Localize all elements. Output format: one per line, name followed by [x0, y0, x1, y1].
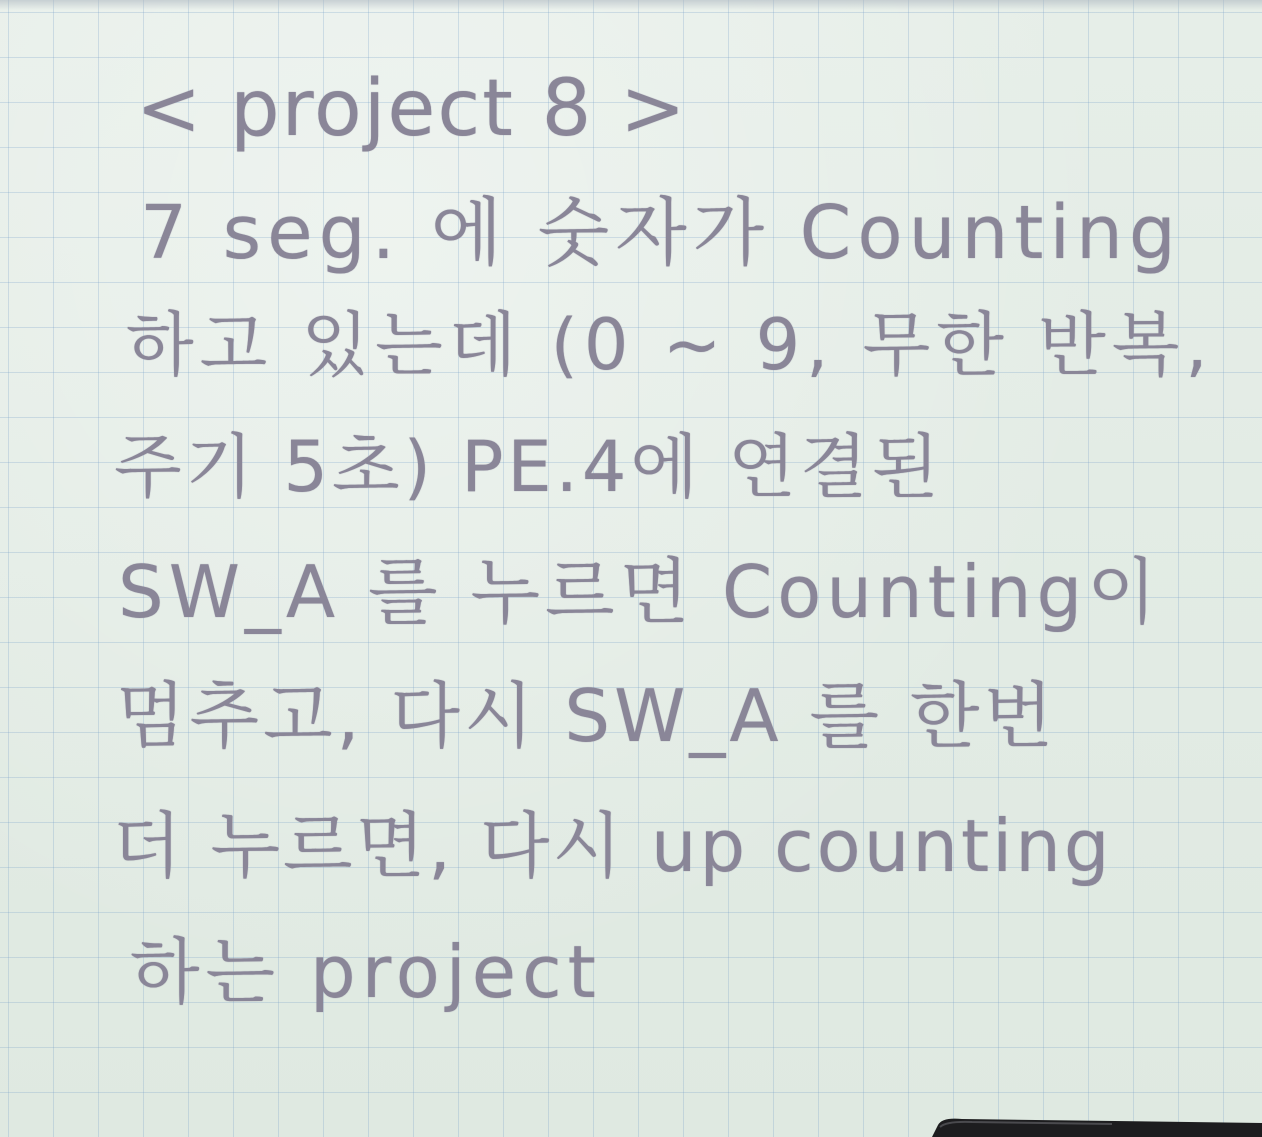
note-line: 하는 project	[130, 930, 602, 1014]
pen-tip-icon	[932, 1111, 1262, 1137]
note-line: 7 seg. 에 숫자가 Counting	[140, 190, 1182, 276]
note-line: 멈추고, 다시 SW_A 를 한번	[116, 674, 1057, 758]
note-line: 더 누르면, 다시 up counting	[112, 804, 1113, 888]
note-title: < project 8 >	[136, 64, 688, 154]
note-line: SW_A 를 누르면 Counting이	[118, 550, 1162, 634]
paper-top-edge	[0, 0, 1262, 10]
note-line: 하고 있는데 (0 ~ 9, 무한 반복,	[126, 304, 1214, 386]
note-line: 주기 5초) PE.4에 연결된	[114, 426, 944, 508]
